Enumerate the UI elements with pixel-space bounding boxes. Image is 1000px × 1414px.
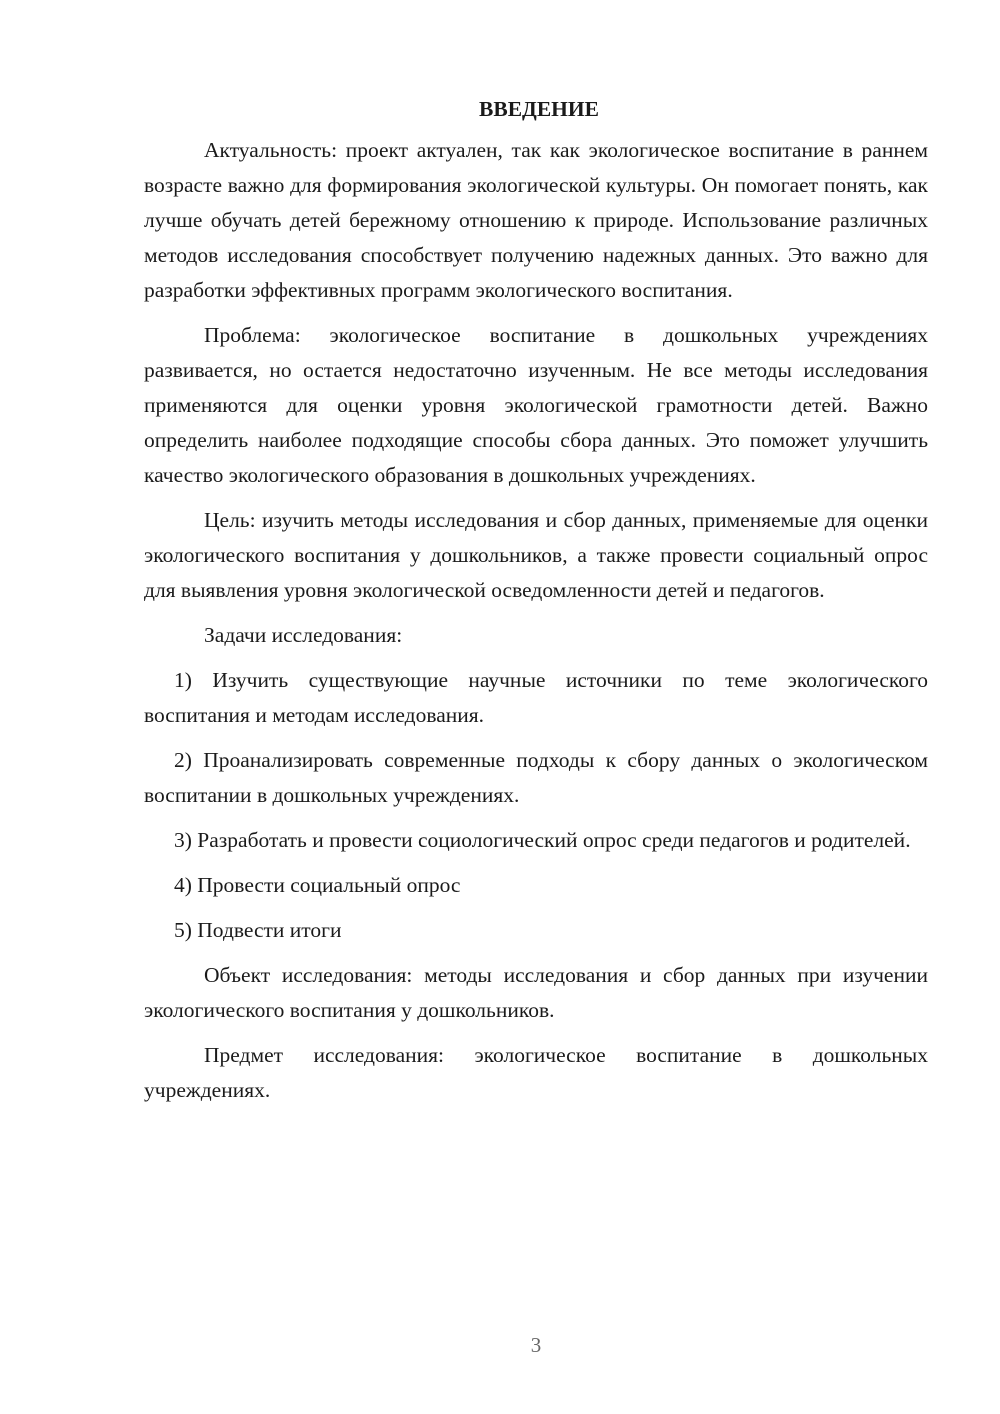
document-body (144, 92, 928, 1118)
section-heading: ВВЕДЕНИЕ (479, 97, 599, 121)
task-item-4: 4) Провести социальный опрос (174, 873, 461, 897)
task-item-1: 1) Изучить существующие научные источники по теме экологического воспитания и методам исследования. (144, 668, 928, 727)
object-paragraph: Объект исследования: методы исследования и сбор данных при изучении экологического воспитания у дошкольников. (144, 963, 928, 1022)
relevance-paragraph: Актуальность: проект актуален, так как экологическое воспитание в раннем возрасте важно для формирования экологической культуры. Он помогает понять, как лучше обучать детей бережному отношению к природе. Использование различных методов исследования способствует получению надежных данных. Это важно для разработки эффективных программ экологического воспитания. (144, 138, 928, 302)
goal-paragraph: Цель: изучить методы исследования и сбор данных, применяемые для оценки экологического воспитания у дошкольников, а также провести социальный опрос для выявления уровня экологической осведомленности детей и педагогов. (144, 508, 928, 602)
tasks-title: Задачи исследования: (204, 623, 403, 647)
page-number: 3 (530, 1333, 542, 1357)
problem-paragraph: Проблема: экологическое воспитание в дошкольных учреждениях развивается, но остается недостаточно изученным. Не все методы исследования применяются для оценки уровня экологической грамотности детей. Важно определить наиболее подходящие способы сбора данных. Это поможет улучшить качество экологического образования в дошкольных учреждениях. (144, 323, 928, 487)
task-item-5: 5) Подвести итоги (174, 918, 342, 942)
task-item-2: 2) Проанализировать современные подходы к сбору данных о экологическом воспитании в дошкольных учреждениях. (144, 748, 928, 807)
task-item-3: 3) Разработать и провести социологический опрос среди педагогов и родителей. (174, 828, 911, 852)
subject-paragraph: Предмет исследования: экологическое воспитание в дошкольных учреждениях. (144, 1043, 928, 1102)
